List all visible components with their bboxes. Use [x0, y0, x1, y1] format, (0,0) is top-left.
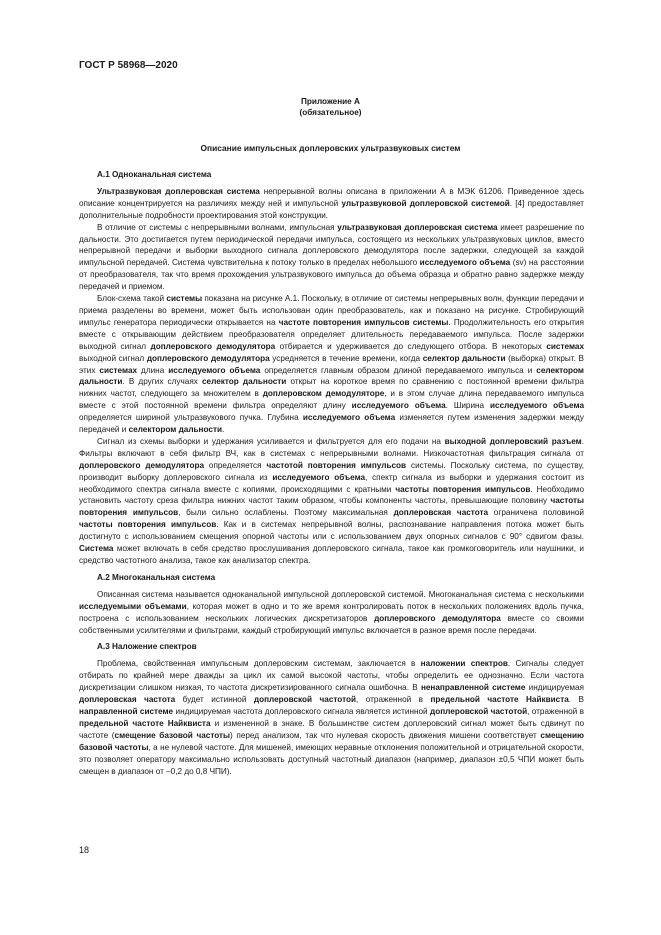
text-run: вместе со своими собственными усилителями и фильтрами, каждый стробирующий импульс включается в разное время после передачи.	[79, 613, 584, 635]
bold-term: селектор дальности	[422, 353, 506, 363]
bold-term: частоты повторения импульсов	[395, 484, 531, 494]
bold-term: доплеровского демодулятора	[79, 460, 205, 470]
section-heading-a3: А.3 Наложение спектров	[97, 642, 197, 652]
text-run: открыт на короткое время по сравнению с постоянной времени фильтра нижних частот, следующего за множителем в	[79, 377, 584, 399]
text-run: В отличие от системы с непрерывными волнами, импульсная	[97, 222, 338, 232]
text-run: . Необходимо установить частоту среза фильтра нижних частот таким образом, чтобы компоненты частоты, превышающие половину	[79, 484, 584, 506]
text-run: . В	[568, 695, 584, 705]
text-run: . Продолжительность его открытия вместе с открывающим действием преобразователя определяет длительность передаваемого импульса. После задержки выходной сигнал	[79, 317, 584, 351]
bold-term: ненаправленной системе	[420, 683, 526, 693]
bold-term: исследуемого объема	[490, 401, 585, 411]
bold-term: исследуемого объема	[419, 258, 511, 268]
text-run: , спектр сигнала из выборки и удержания состоит из необходимого спектра сигнала вместе с копиями, происходящими с кратными	[79, 472, 584, 494]
page-number: 18	[79, 845, 90, 855]
bold-term: исследуемого объема	[302, 413, 396, 423]
text-run: . Фильтры включают в себя фильтр ВЧ, как в системах с непрерывными волнами. Низкочастотная фильтрация сигнала от	[79, 436, 584, 458]
document-body	[79, 169, 584, 777]
document-header: ГОСТ Р 58968—2020	[79, 60, 178, 71]
bold-term: селектором дальности	[128, 425, 222, 435]
text-run: ) перед анализом, так что нулевая скорость движения мишени соответствует	[230, 730, 541, 740]
text-run: индицируемая	[525, 683, 584, 693]
paragraph	[79, 436, 584, 567]
text-run: Описанная система называется одноканальной импульсной доплеровской системой. Многоканальная система с несколькими	[97, 589, 584, 599]
bold-term: доплеровского демодулятора	[146, 353, 270, 363]
text-run: (sv) на расстоянии от преобразователя, так что время прохождения ультразвукового импульса до объема образца и обратно равно задержке между передачей и приемом.	[79, 258, 584, 292]
appendix-title: Приложение А	[301, 97, 360, 106]
text-run: может включать в себя средство прослушивания доплеровского сигнала, такое как громкоговоритель или наушники, и средство частотного анализа, такое как анализатор спектра.	[79, 544, 584, 565]
text-run: , и в этом случае длина передаваемого импульса вместе с этой постоянной времени фильтра определяют длину	[79, 389, 584, 411]
text-run: , а не нулевой частоте. Для мишеней, имеющих неравные отклонения положительной и отрицательной скорости, это позволяет оператору максимально использовать доступный частотный диапазон (например, диапазон ±0,5 ЧПИ может быть смещен в диапазон от –0,2 до 0,8 ЧПИ).	[79, 742, 584, 776]
text-run: . [4] предоставляет дополнительные подробности проектирования этой конструкции.	[79, 198, 585, 220]
bold-term: наложении спектров	[420, 659, 508, 669]
bold-term: частоте повторения импульсов системы	[278, 317, 449, 327]
text-run: системы. Поскольку система, по существу, производит выборку доплеровского сигнала из	[79, 460, 585, 482]
text-run: , которая может в одно и то же время контролировать поток в нескольких положениях вдоль пучка, построена с использованием нескольких логических дискретизаторов	[79, 601, 584, 623]
bold-term: ультразвуковая доплеровская система	[337, 222, 498, 232]
text-run: . В других случаях	[122, 377, 202, 387]
bold-term: смещение базовой частоты	[114, 730, 231, 740]
bold-term: частотой повторения импульсов	[266, 460, 407, 470]
text-run: (выборка) открыт. В этих	[79, 353, 584, 375]
paragraph	[79, 658, 584, 777]
text-run: Проблема, свойственная импульсным доплеровским системам, заключается в	[97, 659, 421, 669]
text-run: определяется главным образом длиной передаваемого импульса и	[260, 365, 537, 375]
section-heading-a1: А.1 Одноканальная система	[97, 170, 212, 179]
text-run: . Ширина	[445, 401, 491, 411]
bold-term: селектором дальности	[79, 365, 584, 387]
text-run: определяется шириной ультразвукового пучка. Глубина	[79, 413, 303, 423]
text-run: имеет разрешение по дальности. Это достигается путем периодической передачи импульса, состоящего из нескольких ультразвуковых циклов, вместо непрерывной передачи и выборки выходного сигнала доплеровского демодулятора после задержки, следующей за каждой импульсной передачей. Система чувствительна к потоку только в пределах небольшого	[79, 222, 584, 268]
appendix-subtitle: (обязательное)	[299, 108, 362, 117]
text-run: , были сильно ослаблены. Поэтому максимальная	[178, 508, 394, 518]
section-heading-a2: А.2 Многоканальная система	[97, 572, 216, 582]
text-run: определяется	[204, 460, 267, 470]
bold-term: исследуемыми объемами	[79, 601, 187, 611]
text-run: ограничена половиной	[488, 508, 584, 518]
appendix-heading	[0, 96, 661, 118]
text-run: длина	[137, 365, 169, 375]
text-run: Блок-схема такой	[97, 294, 167, 304]
document-title: Описание импульсных доплеровских ультразвуковых систем	[200, 143, 461, 153]
bold-term: ультразвуковой доплеровской системой	[341, 198, 510, 208]
bold-term: доплеровского демодулятора	[150, 341, 276, 351]
bold-term: частоты повторения импульсов	[79, 520, 217, 530]
bold-term: Система	[79, 544, 114, 554]
bold-term: направленной системе	[79, 706, 174, 716]
paragraph	[79, 589, 584, 637]
bold-term: частоты повторения импульсов	[79, 496, 584, 518]
text-run: Сигнал из схемы выборки и удержания усиливается и фильтруется для его подачи на	[97, 436, 445, 446]
text-run: отбирается и удерживается до следующего отбора. В некоторых	[275, 341, 547, 351]
bold-term: доплеровская частота	[393, 508, 489, 518]
bold-term: системы	[166, 294, 203, 304]
text-run: выходной сигнал	[79, 353, 147, 363]
bold-term: доплеровского демодулятора	[374, 613, 501, 623]
text-run: усредняется в течение времени, когда	[269, 353, 423, 363]
bold-term: смещению базовой частоты	[79, 730, 584, 752]
text-run: индицируемая частота доплеровского сигнала является истинной	[173, 706, 431, 716]
bold-term: исследуемого объема	[351, 401, 446, 411]
text-run: будет истинной	[175, 695, 254, 705]
text-run: , отраженной в	[356, 695, 431, 705]
text-run: показана на рисунке А.1. Поскольку, в отличие от системы непрерывных волн, функции передачи и приема разделены во времени, может быть использован один преобразователь, как и показано на рисунке. Стробирующий импульс генератора периодически открывается на	[79, 294, 585, 327]
bold-term: доплеровском демодуляторе	[262, 389, 385, 399]
text-run: , отраженной в	[527, 706, 584, 716]
paragraph	[79, 186, 584, 222]
text-run: . Сигналы следует отбирать по крайней мере дважды за цикл их самой высокой частоты, чтобы определить ее однозначно. Если частота дискретизации слишком низкая, то частота дискретизированного сигнала ошибочна. В	[79, 659, 584, 693]
bold-term: предельной частоте Найквиста	[79, 718, 211, 728]
text-run: и измененной в знаке. В большинстве систем доплеровский сигнал может быть сдвинут по частоте (	[79, 718, 584, 740]
bold-term: Ультразвуковая доплеровская система	[97, 186, 260, 196]
text-run: непрерывной волны описана в приложении А в МЭК 61206. Приведенное здесь описание концентрируется на различиях между ней и импульсной	[79, 186, 584, 208]
text-run: .	[222, 425, 225, 435]
bold-term: доплеровской частотой	[253, 695, 357, 705]
bold-term: доплеровской частотой	[430, 706, 528, 716]
paragraph	[79, 222, 584, 293]
bold-term: системах	[546, 341, 584, 351]
bold-term: исследуемого объема	[272, 472, 366, 482]
bold-term: доплеровская частота	[79, 695, 176, 705]
text-run: . Как и в системах непрерывной волны, распознавание направления потока может быть достигнуто с использованием смещения опорной частоты или с использованием двух опорных сигналов с 90° сдвигом фазы.	[79, 520, 585, 542]
bold-term: селектор дальности	[202, 377, 287, 387]
bold-term: системах	[99, 365, 138, 375]
text-run: изменяется путем изменения задержки между передачей и	[79, 413, 584, 435]
paragraph	[79, 293, 584, 436]
bold-term: исследуемого объема	[168, 365, 261, 375]
bold-term: предельной частоте Найквиста	[430, 695, 569, 705]
bold-term: выходной доплеровский разъем	[444, 436, 582, 446]
